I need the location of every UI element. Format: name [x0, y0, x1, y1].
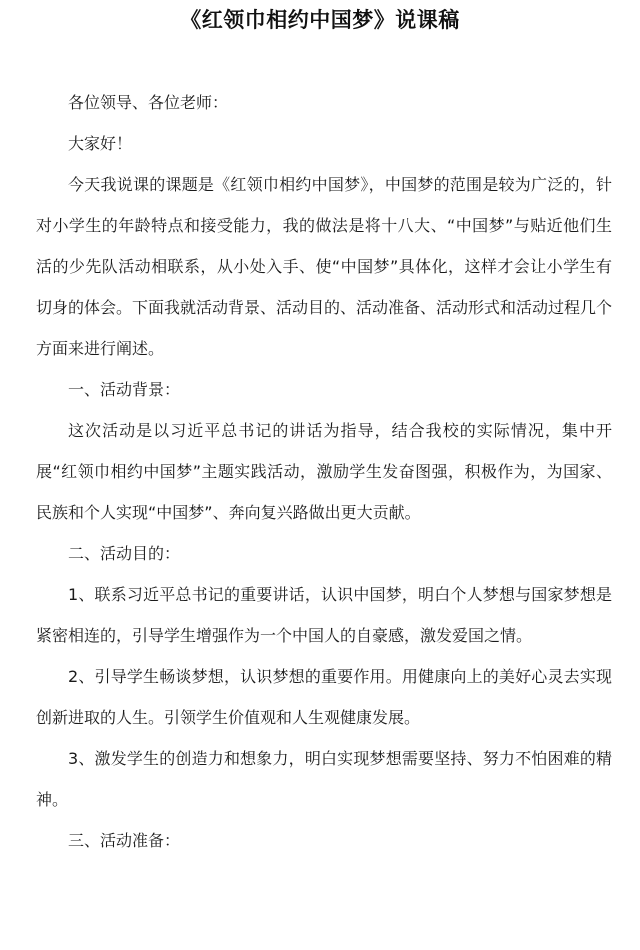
purpose-item-1: 1、联系习近平总书记的重要讲话，认识中国梦，明白个人梦想与国家梦想是紧密相连的，引导学生增强作为一个中国人的自豪感，激发爱国之情。	[36, 585, 612, 645]
purpose-item-3: 3、激发学生的创造力和想象力，明白实现梦想需要坚持、努力不怕困难的精神。	[36, 749, 612, 809]
document-body	[36, 82, 612, 861]
section-heading-purpose: 二、活动目的：	[68, 544, 181, 563]
section-heading-background: 一、活动背景：	[68, 380, 181, 399]
greeting: 大家好！	[68, 134, 133, 153]
intro-paragraph: 今天我说课的课题是《红领巾相约中国梦》，中国梦的范围是较为广泛的，针对小学生的年龄特点和接受能力，我的做法是将十八大、“中国梦”与贴近他们生活的少先队活动相联系，从小处入手、使“中国梦”具体化，这样才会让小学生有切身的体会。下面我就活动背景、活动目的、活动准备、活动形式和活动过程几个方面来进行阐述。	[36, 175, 613, 358]
salutation: 各位领导、各位老师：	[68, 93, 229, 112]
purpose-item-2: 2、引导学生畅谈梦想，认识梦想的重要作用。用健康向上的美好心灵去实现创新进取的人生。引领学生价值观和人生观健康发展。	[36, 667, 612, 727]
background-paragraph: 这次活动是以习近平总书记的讲话为指导，结合我校的实际情况，集中开展“红领巾相约中国梦”主题实践活动，激励学生发奋图强，积极作为，为国家、民族和个人实现“中国梦”、奔向复兴路做出更大贡献。	[36, 421, 612, 522]
section-heading-preparation: 三、活动准备：	[68, 831, 181, 850]
document-title: 《红领巾相约中国梦》说课稿	[180, 8, 460, 32]
